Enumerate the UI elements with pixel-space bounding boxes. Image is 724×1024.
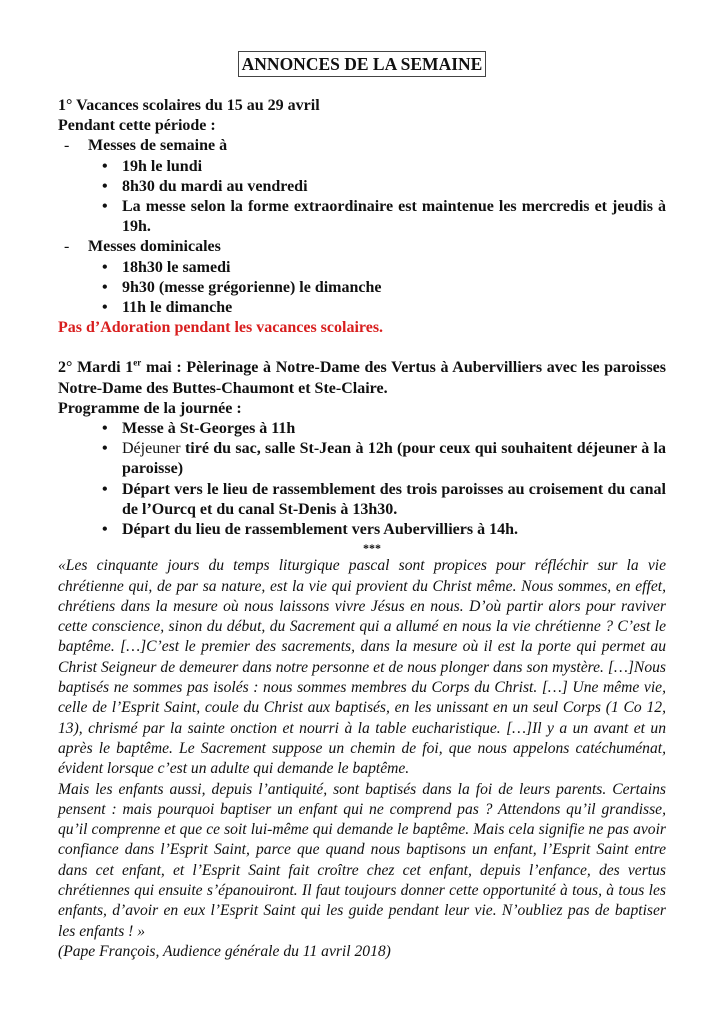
programme-label: Programme de la journée :	[58, 399, 242, 417]
section-pilgrimage	[58, 358, 666, 556]
sunday-masses-list	[58, 258, 666, 319]
section2-heading: 2° Mardi 1er mai : Pèlerinage à Notre-Dame des Vertus à Aubervilliers avec les paroisses Notre-Dame des Buttes-Chaumont et Ste-Claire.	[58, 358, 667, 397]
sunday-masses-label: - Messes dominicales	[58, 237, 666, 257]
section-school-holidays	[58, 96, 666, 338]
weekday-masses-label: - Messes de semaine à	[58, 136, 666, 156]
list-item: • Déjeuner tiré du sac, salle St-Jean à 12h (pour ceux qui souhaitent déjeuner à la paroisse)	[58, 439, 666, 479]
quote-paragraph-1: «Les cinquante jours du temps liturgique pascal sont propices pour réfléchir sur la vie chrétienne qui, de par sa nature, est la vie qui provient du Christ même. Nous sommes, en effet, chrétiens dans la mesure où nous laissons vivre Jésus en nous. D’où partir alors pour raviver cette conscience, sinon du début, du Sacrement qui a allumé en nous la vie chrétienne ? C’est le baptême. […]C’est le premier des sacrements, dans la mesure où il est la porte qui permet au Christ Seigneur de demeurer dans notre personne et de nous plonger dans son mystère. […]Nous baptisés ne sommes pas isolés : nous sommes membres du Corps du Christ. […] Une même vie, celle de l’Esprit Saint, coule du Christ aux baptisés, en les unissant en un seul Corps (1 Co 12, 13), chrismé par la sainte onction et nourri à la table eucharistique. […]Il y a un avant et un après le baptême. Le Sacrement suppose un chemin de foi, que nous appelons catéchuménat, évident lorsque c’est un adulte qui demande le baptême.	[58, 557, 666, 778]
section1-subheading: Pendant cette période :	[58, 117, 216, 135]
quote-paragraph-2: Mais les enfants aussi, depuis l’antiquité, sont baptisés dans la foi de leurs parents. Certains pensent : mais pourquoi baptiser un enfant qui ne comprend pas ? Attendons qu’il grandisse, qu’il comprenne et que ce soit lui-même qui demande le baptême. Mais cela signifie ne pas avoir confiance dans l’Esprit Saint, parce que quand nous baptisons un enfant, l’Esprit Saint entre dans cet enfant, et l’Esprit Saint fait croître chez cet enfant, depuis l’enfance, des vertus chrétiennes qui ensuite s’épanouiront. Il faut toujours donner cette opportunité à tous, à tous les enfants, d’avoir en eux l’Esprit Saint qui les guide pendant leur vie. N’oubliez pas de baptiser les enfants ! »	[58, 780, 666, 940]
list-item: • 9h30 (messe grégorienne) le dimanche	[58, 278, 666, 298]
list-item: • La messe selon la forme extraordinaire est maintenue les mercredis et jeudis à 19h.	[58, 197, 666, 237]
page-title: ANNONCES DE LA SEMAINE	[238, 51, 487, 77]
title-container	[58, 51, 666, 77]
programme-list	[58, 419, 666, 540]
list-item: • Départ du lieu de rassemblement vers Aubervilliers à 14h.	[58, 520, 666, 540]
document-page	[58, 0, 666, 962]
list-item: • 18h30 le samedi	[58, 258, 666, 278]
adoration-notice: Pas d’Adoration pendant les vacances scolaires.	[58, 319, 384, 337]
separator: ***	[363, 541, 381, 556]
list-item: • 8h30 du mardi au vendredi	[58, 177, 666, 197]
weekday-masses-list	[58, 157, 666, 238]
pope-quote	[58, 556, 666, 962]
section1-heading: 1° Vacances scolaires du 15 au 29 avril	[58, 97, 320, 114]
list-item: • 19h le lundi	[58, 157, 666, 177]
quote-attribution: (Pape François, Audience générale du 11 avril 2018)	[58, 942, 391, 960]
list-item: • Messe à St-Georges à 11h	[58, 419, 666, 439]
list-item: • Départ vers le lieu de rassemblement des trois paroisses au croisement du canal de l’Ourcq et du canal St-Denis à 13h30.	[58, 480, 666, 520]
list-item: • 11h le dimanche	[58, 298, 666, 318]
